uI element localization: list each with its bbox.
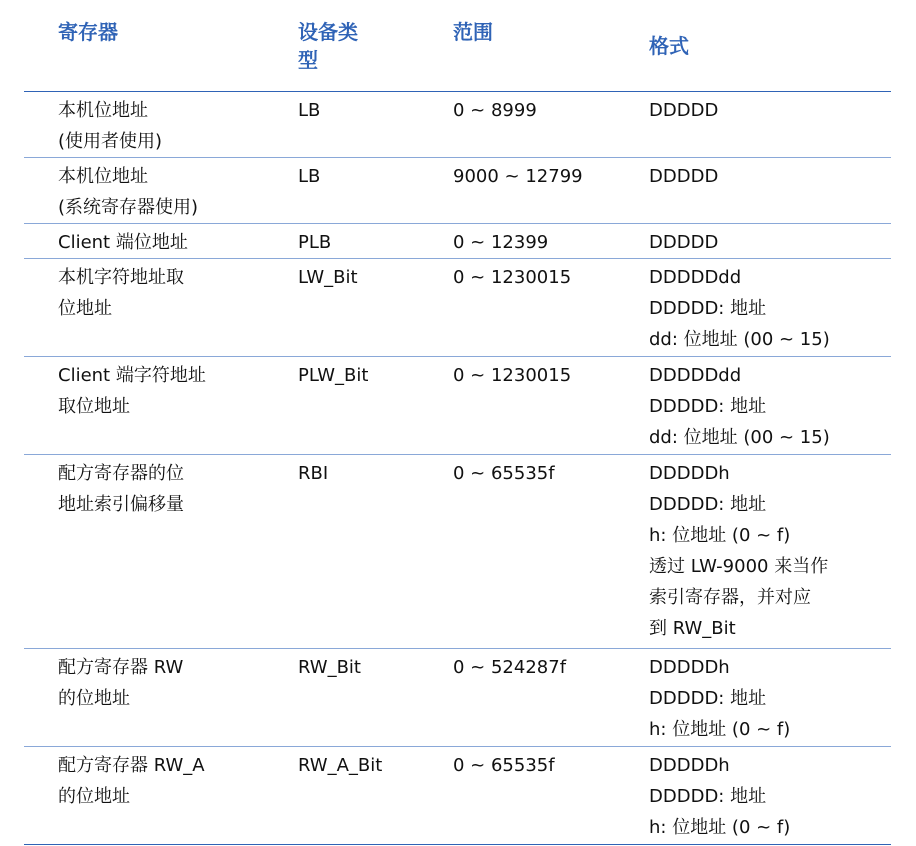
cell-format: DDDDDdd DDDDD: 地址 dd: 位地址 (00 ~ 15)	[617, 259, 891, 357]
cell-format: DDDDD	[617, 158, 891, 224]
cell-range: 0 ~ 12399	[421, 224, 617, 259]
table-row	[24, 224, 891, 259]
table-row	[24, 357, 891, 455]
cell-register: 配方寄存器 RW_A 的位地址	[24, 747, 266, 845]
cell-device: PLB	[266, 224, 421, 259]
table-row	[24, 158, 891, 224]
cell-register: Client 端位地址	[24, 224, 266, 259]
cell-device: LB	[266, 92, 421, 158]
cell-range: 9000 ~ 12799	[421, 158, 617, 224]
cell-range: 0 ~ 65535f	[421, 747, 617, 845]
cell-register: 配方寄存器的位 地址索引偏移量	[24, 455, 266, 649]
cell-format: DDDDDh DDDDD: 地址 h: 位地址 (0 ~ f) 透过 LW-9000 来当作 索引寄存器，并对应 到 RW_Bit	[617, 455, 891, 649]
cell-range: 0 ~ 1230015	[421, 357, 617, 455]
cell-register: 配方寄存器 RW 的位地址	[24, 649, 266, 747]
table-header-row	[24, 0, 891, 92]
cell-device: RBI	[266, 455, 421, 649]
cell-device: RW_Bit	[266, 649, 421, 747]
cell-register: 本机位地址 (系统寄存器使用)	[24, 158, 266, 224]
header-format: 格式	[617, 0, 891, 92]
cell-range: 0 ~ 524287f	[421, 649, 617, 747]
table-row	[24, 649, 891, 747]
cell-device: PLW_Bit	[266, 357, 421, 455]
cell-device: LB	[266, 158, 421, 224]
cell-device: RW_A_Bit	[266, 747, 421, 845]
cell-format: DDDDDh DDDDD: 地址 h: 位地址 (0 ~ f)	[617, 649, 891, 747]
table-row	[24, 747, 891, 845]
table-row	[24, 259, 891, 357]
cell-register: 本机位地址 (使用者使用)	[24, 92, 266, 158]
cell-range: 0 ~ 8999	[421, 92, 617, 158]
cell-format: DDDDDh DDDDD: 地址 h: 位地址 (0 ~ f)	[617, 747, 891, 845]
cell-range: 0 ~ 65535f	[421, 455, 617, 649]
cell-format: DDDDDdd DDDDD: 地址 dd: 位地址 (00 ~ 15)	[617, 357, 891, 455]
cell-range: 0 ~ 1230015	[421, 259, 617, 357]
header-device-type: 设备类 型	[266, 0, 421, 92]
cell-register: 本机字符地址取 位地址	[24, 259, 266, 357]
cell-format: DDDDD	[617, 224, 891, 259]
header-register: 寄存器	[24, 0, 266, 92]
table-row	[24, 455, 891, 649]
cell-device: LW_Bit	[266, 259, 421, 357]
register-table	[24, 0, 891, 845]
table-row	[24, 92, 891, 158]
header-range: 范围	[421, 0, 617, 92]
document-page	[24, 0, 916, 845]
cell-format: DDDDD	[617, 92, 891, 158]
cell-register: Client 端字符地址 取位地址	[24, 357, 266, 455]
